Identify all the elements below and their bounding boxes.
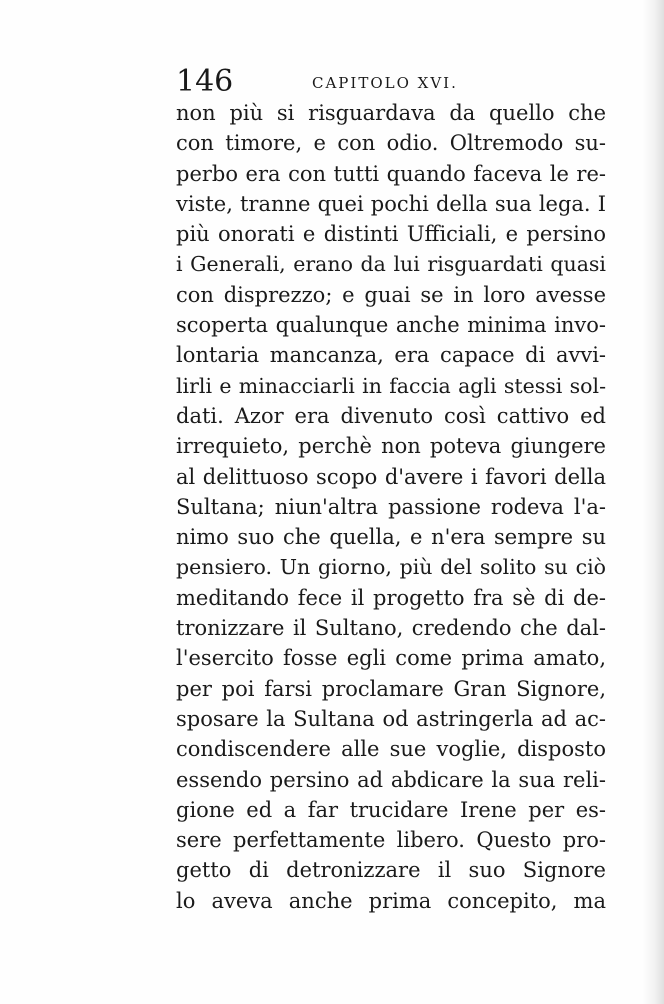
text-line: non più si risguardava da quello che bbox=[176, 101, 606, 125]
text-line: lirli e minacciarli in faccia agli stessi sol- bbox=[176, 373, 606, 398]
text-line: meditando fece il progetto fra sè di de- bbox=[176, 585, 606, 610]
text-line: con disprezzo; e guai se in loro avesse bbox=[176, 282, 606, 307]
text-line: perbo era con tutti quando faceva le re- bbox=[176, 161, 606, 186]
text-line: getto di detronizzare il suo Signore bbox=[176, 858, 606, 883]
text-line: al delittuoso scopo d'avere i favori della bbox=[176, 464, 606, 489]
text-line: irrequieto, perchè non poteva giungere bbox=[176, 434, 606, 459]
text-line: sposare la Sultana od astringerla ad ac- bbox=[176, 706, 606, 731]
text-line: sere perfettamente libero. Questo pro- bbox=[176, 828, 606, 853]
text-line: i Generali, erano da lui risguardati quasi bbox=[176, 252, 606, 277]
text-line: Sultana; niun'altra passione rodeva l'a- bbox=[176, 494, 606, 519]
page-header bbox=[176, 62, 606, 102]
text-line: lontaria mancanza, era capace di avvi- bbox=[176, 343, 606, 368]
text-line: essendo persino ad abdicare la sua reli- bbox=[176, 767, 606, 792]
text-line: dati. Azor era divenuto così cattivo ed bbox=[176, 403, 606, 428]
text-line: con timore, e con odio. Oltremodo su- bbox=[176, 131, 606, 156]
body-text bbox=[176, 98, 606, 916]
text-line: condiscendere alle sue voglie, disposto bbox=[176, 737, 606, 762]
text-line: pensiero. Un giorno, più del solito su ciò bbox=[176, 555, 606, 580]
text-line: tronizzare il Sultano, credendo che dal- bbox=[176, 616, 606, 641]
text-line: l'esercito fosse egli come prima amato, bbox=[176, 646, 606, 671]
text-line: gione ed a far trucidare Irene per es- bbox=[176, 797, 606, 822]
page-edge-shadow bbox=[642, 0, 664, 1004]
page-number: 146 bbox=[176, 64, 234, 99]
text-line: viste, tranne quei pochi della sua lega. I bbox=[176, 191, 606, 216]
text-line: lo aveva anche prima concepito, ma bbox=[176, 888, 606, 913]
text-line: nimo suo che quella, e n'era sempre su bbox=[176, 525, 606, 550]
text-line: più onorati e distinti Ufficiali, e persino bbox=[176, 222, 606, 247]
text-line: scoperta qualunque anche minima invo- bbox=[176, 313, 606, 338]
running-head: CAPITOLO XVI. bbox=[312, 74, 458, 92]
text-line: per poi farsi proclamare Gran Signore, bbox=[176, 676, 606, 701]
